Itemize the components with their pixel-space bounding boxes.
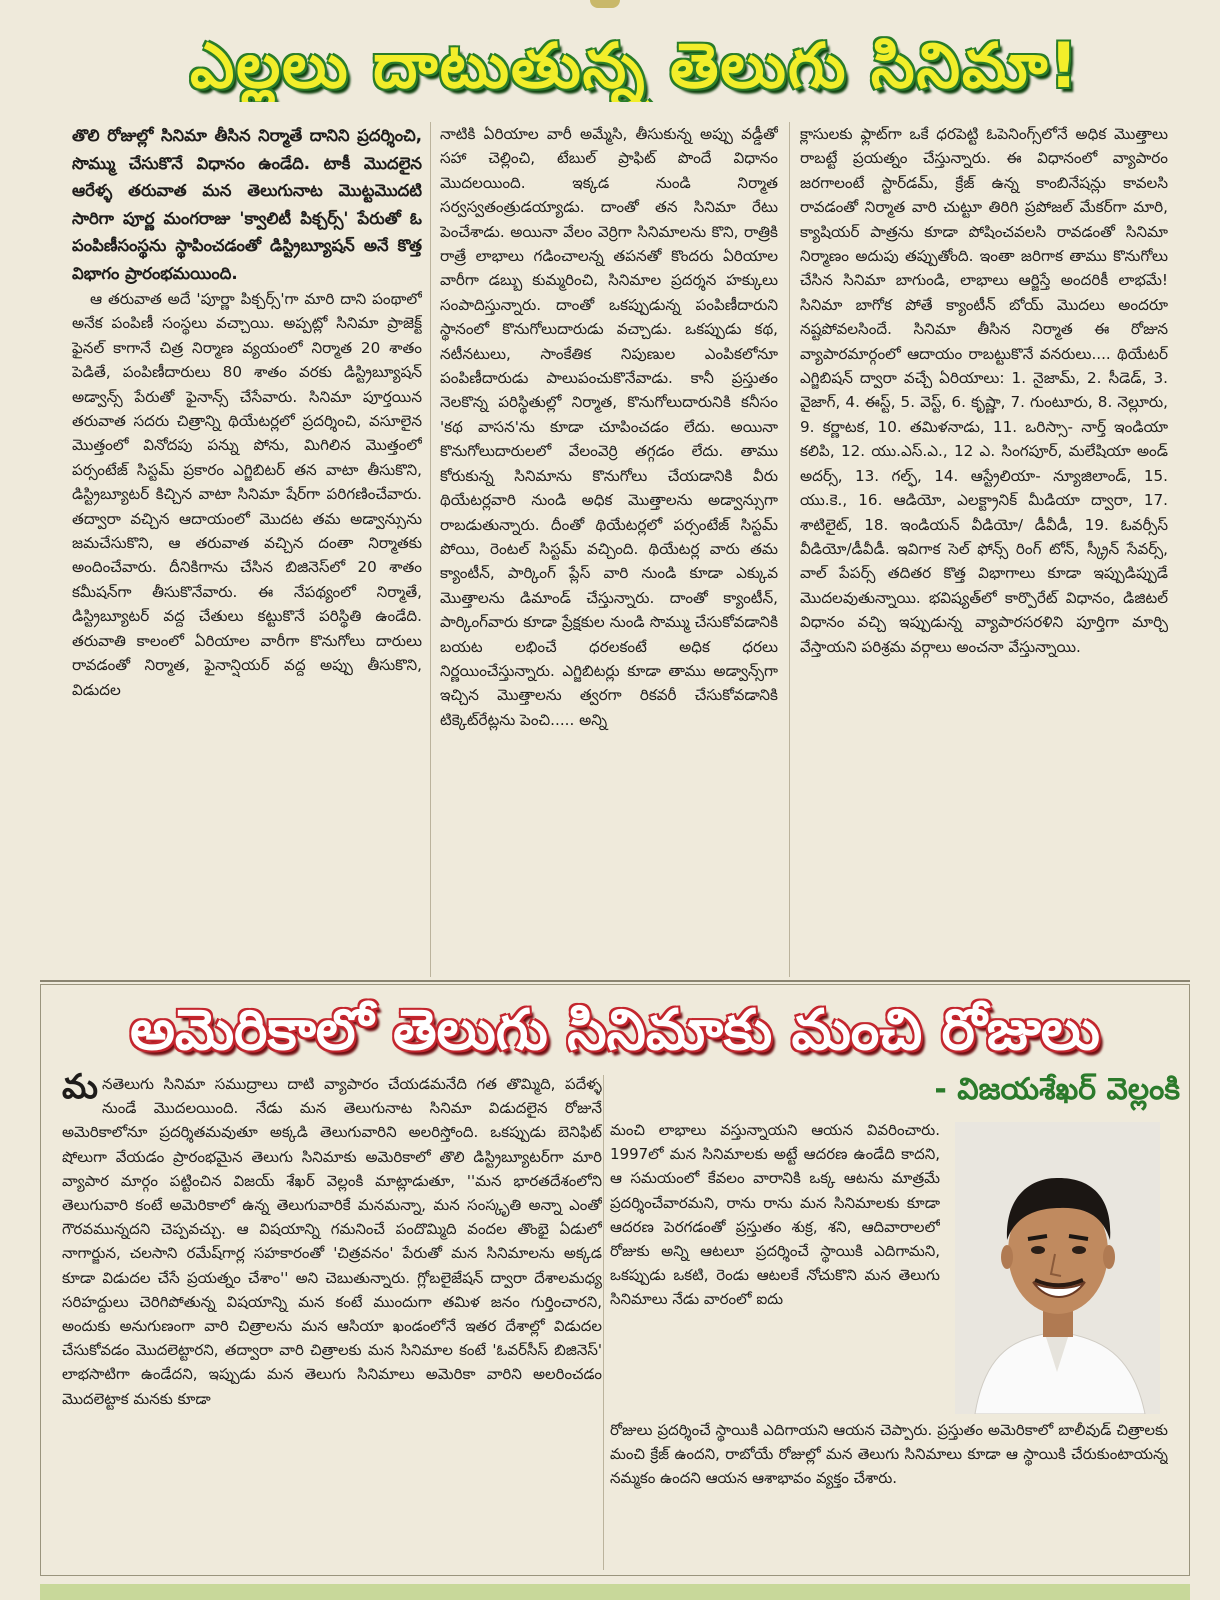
article1-lead-paragraph: తొలి రోజుల్లో సినిమా తీసిన నిర్మాతే దానిని ప్రదర్శించి, సొమ్ము చేసుకొనే విధానం ఉండేది. టాకీ మొదలైన ఆరేళ్ళ తరువాత మన తెలుగునాట మొట్టమొదటి సారిగా పూర్ణ మంగరాజు 'క్వాలిటీ పిక్చర్స్' పేరుతో ఓ పంపిణీసంస్థను స్థాపించడంతో డిస్ట్రిబ్యూషన్ అనే కొత్త విభాగం ప్రారంభమయింది. xyxy=(72,126,422,283)
article1-column-1 xyxy=(72,122,422,982)
article1-paragraph: నాటికి ఏరియాల వారీ అమ్మేసి, తీసుకున్న అప్పు వడ్డీతో సహా చెల్లించి, టేబుల్ ప్రాఫిట్ పొందే విధానం మొదలయింది. ఇక్కడ నుండి నిర్మాత సర్వస్వతంత్రుడయ్యాడు. దాంతో తన సినిమా రేటు పెంచేశాడు. అయినా వేలం వెర్రిగా సినిమాలను కొని, రాత్రికి రాత్రే లాభాలు గడించాలన్న తపనతో కొందరు ఏరియాల వారీగా డబ్బు కుమ్మరించి, సినిమాల ప్రదర్శన హక్కులు సంపాదిస్తున్నారు. దాంతో ఒకప్పుడున్న పంపిణీదారుని స్థానంలో కొనుగోలుదారుడు వచ్చాడు. ఒకప్పుడు కథ, నటీనటులు, సాంకేతిక నిపుణుల ఎంపికలోనూ పంపిణీదారుడు పాలుపంచుకొనేవాడు. కానీ ప్రస్తుతం నెలకొన్న పరిస్థితుల్లో నిర్మాత, కొనుగోలుదారునికి కనీసం 'కథ వాసన'ను కూడా చూపించడం లేదు. అయినా కొనుగోలుదారులలో వేలంవెర్రి తగ్గడం లేదు. తాము కోరుకున్న సినిమాను కొనుగోలు చేయడానికి వీరు థియేటర్లవారి నుండి అధిక మొత్తాలను అడ్వాన్సుగా రాబడుతున్నారు. దీంతో థియేటర్లలో పర్సంటేజ్ సిస్టమ్ పోయి, రెంటల్ సిస్టమ్ వచ్చింది. థియేటర్ల వారు తమ క్యాంటీన్, పార్కింగ్ ప్లేస్ వారి నుండి కూడా ఎక్కువ మొత్తాలను డిమాండ్ చేస్తున్నారు. దాంతో క్యాంటీన్, పార్కింగ్‌వారు కూడా ప్రేక్షకుల నుండి సొమ్ము చేసుకోవడానికి బయట లభించే ధరలకంటే అధిక ధరలు నిర్ణయించేస్తున్నారు. ఎగ్జిబిటర్లు కూడా తాము అడ్వాన్స్‌గా ఇచ్చిన మొత్తాలను త్వరగా రికవరీ చేసుకోవడానికి టిక్కెట్‌రేట్లను పెంచి..... అన్ని xyxy=(440,125,778,729)
article2-paragraph: నతెలుగు సినిమా సముద్రాలు దాటి వ్యాపారం చేయడమనేది గత తొమ్మిది, పదేళ్ళ నుండే మొదలయింది. నేడు మన తెలుగునాట సినిమా విడుదలైన రోజునే అమెరికాలోనూ ప్రదర్శితమవుతూ అక్కడి తెలుగువారిని అలరిస్తోంది. ఒకప్పుడు బెనిఫిట్ షోలుగా వేయడం ప్రారంభమైన తెలుగు సినిమాకు అమెరికాలో తొలి డిస్ట్రిబ్యూటర్‌గా మారి వ్యాపార మార్గం పట్టించిన విజయ్ శేఖర్ వెల్లంకి మాట్లాడుతూ, ''మన భారతదేశంలోని తెలుగువారి కంటే అమెరికాలో ఉన్న తెలుగువారికే మనమన్నా, మన సంస్కృతి అన్నా ఎంతో గౌరవమున్నదని చెప్పవచ్చు. ఆ విషయాన్ని గమనించే పందొమ్మిది వందల తొంభై ఏడులో నాగార్జున, చలసాని రమేష్‌గార్ల సహకారంతో 'చిత్రవనం' పేరుతో మన సినిమాలను అక్కడ కూడా విడుదల చేసే ప్రయత్నం చేశాం'' అని చెబుతున్నారు. గ్లోబలైజేషన్ ద్వారా దేశాలమధ్య సరిహద్దులు చెరిగిపోతున్న విషయాన్ని మన కంటే ముందుగా తమిళ జనం గుర్తించారని, అందుకు అనుగుణంగా వారి చిత్రాలను మన ఆసియా ఖండంలోనే ఇతర దేశాల్లో విడుదల చేసుకోవడం మొదలెట్టారని, తద్వారా వారి చిత్రాలకు మన సినిమాల కంటే 'ఓవర్‌సీస్ బిజినెస్' లాభసాటిగా ఉండేదని, ఇప్పుడు మన తెలుగు సినిమాలు అమెరికా వారిని అలరించడం మొదలెట్టాక మనకు కూడా xyxy=(62,1075,602,1408)
second-headline: అమెరికాలో తెలుగు సినిమాకు మంచి రోజులు xyxy=(130,998,1100,1063)
article1-paragraph: క్లాసులకు ఫ్లాట్‌గా ఒకే ధరపెట్టి ఓపెనింగ్స్‌లోనే అధిక మొత్తాలు రాబట్టే ప్రయత్నం చేస్తున్నారు. ఈ విధానంలో వ్యాపారం జరగాలంటే స్టార్‌డమ్, క్రేజ్ ఉన్న కాంబినేషన్లు కావలసి రావడంతో నిర్మాత వారి చుట్టూ తిరిగి ప్రపోజల్ మేకర్‌గా మారి, క్యాషియర్ పాత్రను కూడా పోషించవలసి రావడంతో సినిమా నిర్మాణం అదుపు తప్పుతోంది. ఇంతా జరిగాక తాము కొనుగోలు చేసిన సినిమా బాగుండి, లాభాలు ఆర్జిస్తే అందరికీ లాభమే! సినిమా బాగోక పోతే క్యాంటీన్ బోయ్ మొదలు అందరూ నష్టపోవలసిందే. సినిమా తీసిన నిర్మాత ఈ రోజున వ్యాపారమార్గంలో ఆదాయం రాబట్టుకొనే వనరులు.... థియేటర్ ఎగ్జిబిషన్ ద్వారా వచ్చే ఏరియాలు: 1. నైజామ్, 2. సీడెడ్, 3. వైజాగ్, 4. ఈస్ట్, 5. వెస్ట్, 6. కృష్ణా, 7. గుంటూరు, 8. నెల్లూరు, 9. కర్ణాటక, 10. తమిళనాడు, 11. ఒరిస్సా- నార్త్ ఇండియా కలిపి, 12. యు.ఎస్.ఎ., 12 ఎ. సింగపూర్, మలేషియా అండ్ అదర్స్, 13. గల్ఫ్, 14. ఆస్ట్రేలియా- న్యూజిలాండ్, 15. యు.కె., 16. ఆడియో, ఎలక్ట్రానిక్ మీడియా ద్వారా, 17. శాటిలైట్, 18. ఇండియన్ వీడియో/ డీవీడీ, 19. ఓవర్సీస్ వీడియో/డీవీడీ. ఇవిగాక సెల్ ఫోన్స్ రింగ్ టోన్, స్క్రీన్ సేవర్స్, వాల్ పేపర్స్ తదితర కొత్త విభాగాలు కూడా ఇప్పుడిప్పుడే మొదలవుతున్నాయి. భవిష్యత్‌లో కార్పొరేట్ విధానం, డిజిటల్ విధానం వచ్చి ఇప్పుడున్న వ్యాపారసరళిని పూర్తిగా మార్చి వేస్తాయని పరిశ్రమ వర్గాలు అంచనా వేస్తున్నాయి. xyxy=(800,125,1168,656)
footer-bar xyxy=(40,1584,1190,1600)
column-rule xyxy=(430,122,431,977)
portrait-photo xyxy=(955,1122,1160,1414)
drop-cap: మ xyxy=(62,1072,98,1107)
byline: - విజయశేఖర్ వెల్లంకి xyxy=(934,1072,1180,1107)
article2-column-2-tail xyxy=(610,1418,1168,1568)
column-rule xyxy=(789,122,790,977)
portrait-illustration xyxy=(955,1122,1160,1414)
article2-paragraph: మంచి లాభాలు వస్తున్నాయని ఆయన వివరించారు. 1997లో మన సినిమాలకు అట్టే ఆదరణ ఉండేది కాదని, ఆ సమయంలో కేవలం వారానికి ఒక్క ఆటను మాత్రమే ప్రదర్శించేవారమని, రాను రాను మన సినిమాలకు కూడా ఆదరణ పెరగడంతో ప్రస్తుతం శుక్ర, శని, ఆదివారాలలో రోజుకు అన్ని ఆటలూ ప్రదర్శించే స్థాయికి ఎదిగామని, ఒకప్పుడు ఒకటి, రెండు ఆటలకే నోచుకొని మన తెలుగు సినిమాలు నేడు వారంలో ఐదు xyxy=(610,1121,940,1309)
section-divider xyxy=(40,980,1190,982)
article1-paragraph: ఆ తరువాత అదే 'పూర్ణా పిక్చర్స్'గా మారి దాని పంథాలో అనేక పంపిణీ సంస్థలు వచ్చాయి. అప్పట్లో సినిమా ప్రాజెక్ట్ ఫైనల్ కాగానే చిత్ర నిర్మాణ వ్యయంలో నిర్మాత 20 శాతం పెడితే, పంపిణీదారులు 80 శాతం వరకు డిస్ట్రిబ్యూషన్ అడ్వాన్స్ పేరుతో ఫైనాన్స్ చేసేవారు. సినిమా పూర్తయిన తరువాత సదరు చిత్రాన్ని థియేటర్లలో ప్రదర్శించి, వసూలైన మొత్తంలో వినోదపు పన్ను పోను, మిగిలిన మొత్తంలో పర్సంటేజ్ సిస్టమ్ ప్రకారం ఎగ్జిబిటర్ తన వాటా తీసుకొని, డిస్ట్రిబ్యూటర్ కిచ్చిన వాటా సినిమా షేర్‌గా పరిగణించేవారు. తద్వారా వచ్చిన ఆదాయంలో మొదట తమ అడ్వాన్సును జమచేసుకొని, ఆ తరువాత వచ్చిన దంతా నిర్మాతకు అందించేవారు. దీనికిగాను చేసిన బిజినెస్‌లో 20 శాతం కమీషన్‌గా తీసుకొనేవారు. ఈ నేపథ్యంలో నిర్మాతే, డిస్ట్రిబ్యూటర్ వద్ద చేతులు కట్టుకొనే పరిస్థితి ఉండేది. తరువాతి కాలంలో ఏరియాల వారీగా కొనుగోలు దారులు రావడంతో నిర్మాత, ఫైనాన్షియర్ వద్ద అప్పు తీసుకొని, విడుదల xyxy=(72,290,422,699)
article2-column-1 xyxy=(62,1072,602,1567)
article1-column-3 xyxy=(800,122,1168,982)
main-headline: ఎల్లలు దాటుతున్న తెలుగు సినిమా! xyxy=(190,30,1080,102)
column-rule xyxy=(603,1075,604,1570)
article1-column-2 xyxy=(440,122,778,982)
top-ornament xyxy=(590,0,620,8)
article2-paragraph: రోజులు ప్రదర్శించే స్థాయికి ఎదిగాయని ఆయన చెప్పారు. ప్రస్తుతం అమెరికాలో బాలీవుడ్ చిత్రాలకు మంచి క్రేజ్ ఉందని, రాబోయే రోజుల్లో మన తెలుగు సినిమాలు కూడా ఆ స్థాయికి చేరుకుంటాయన్న నమ్మకం ఉందని ఆయన ఆశాభావం వ్యక్తం చేశారు. xyxy=(610,1421,1168,1488)
article2-column-2 xyxy=(610,1118,940,1418)
